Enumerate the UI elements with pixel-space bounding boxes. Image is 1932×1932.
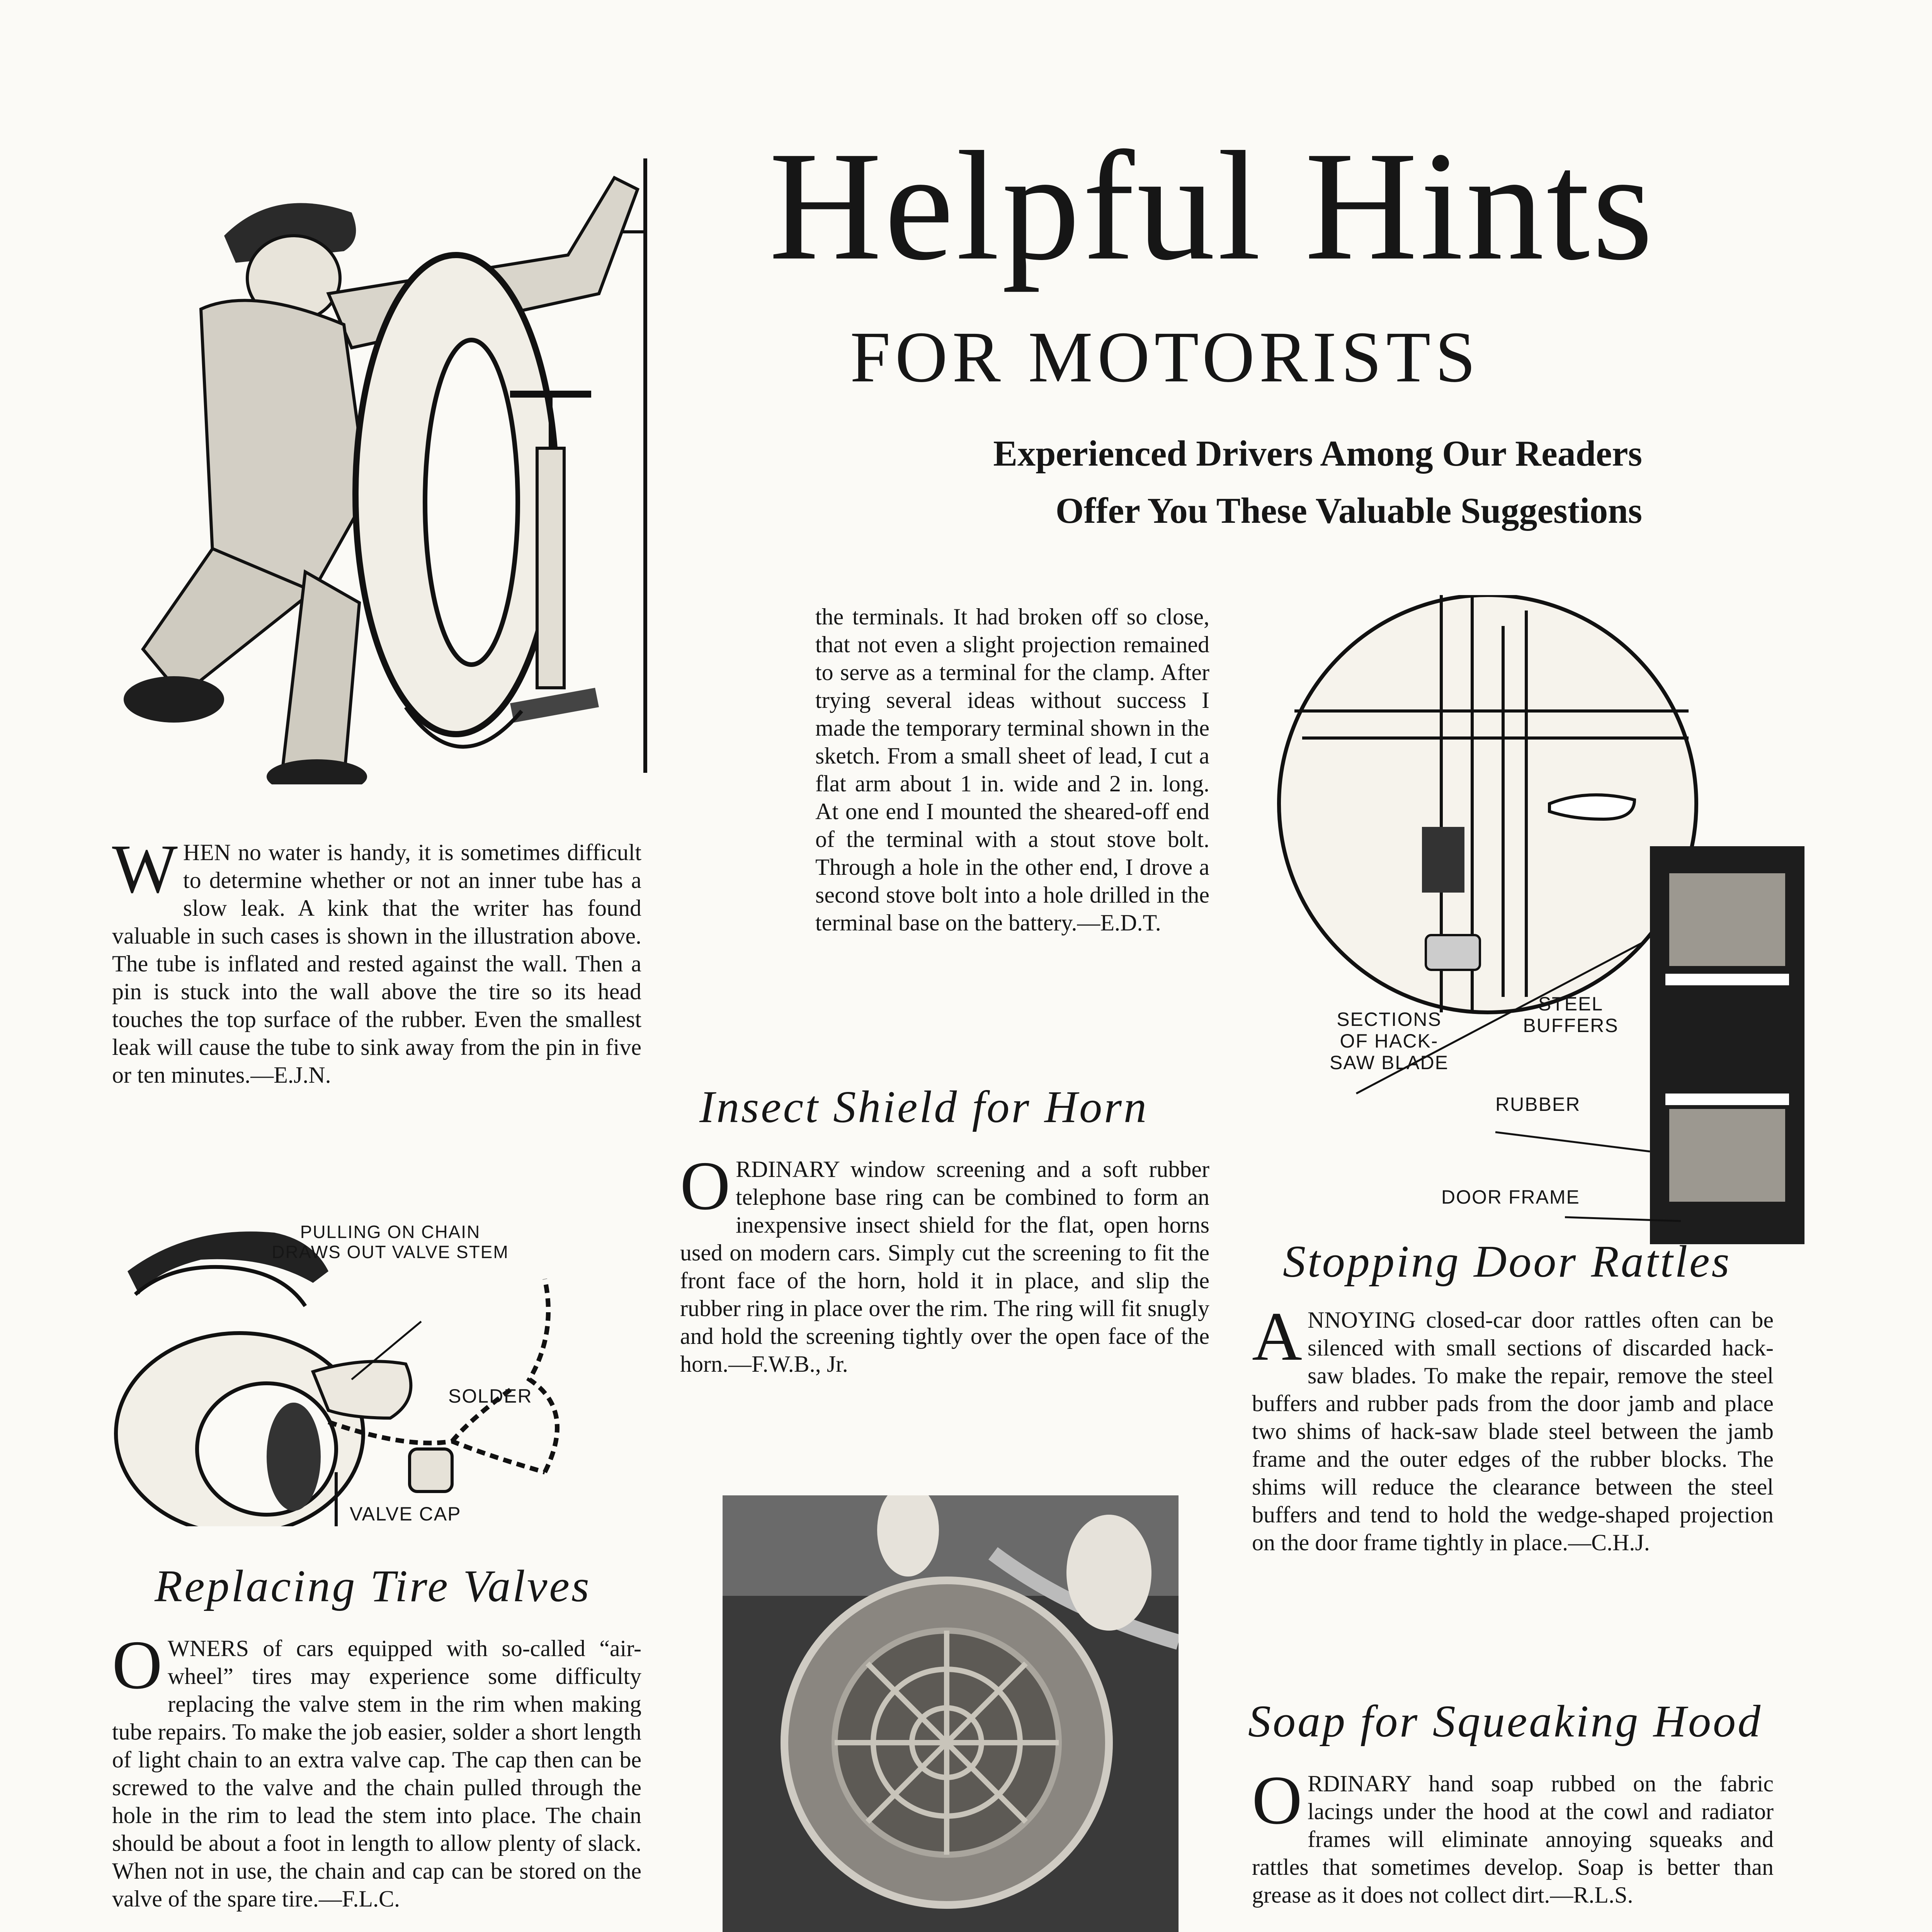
page-title: Helpful Hints <box>769 119 1656 293</box>
tire-valves-heading: Replacing Tire Valves <box>155 1561 591 1611</box>
soap-text: hand soap rubbed on the fabric lacings under the hood at the cowl and radiator frames will eliminate annoying squeaks and rattles that sometimes develop. Soap is better than grease as it does not collect dirt.—R.L.S. <box>1252 1771 1774 1908</box>
door-article <box>1252 1298 1774 1556</box>
insect-heading: Insect Shield for Horn <box>699 1082 1149 1132</box>
drop-cap: W <box>112 830 178 907</box>
lead-in: WNERS <box>168 1636 249 1661</box>
insect-text: window screening and a soft rubber telephone base ring can be combined to form an inexpensive insect shield for the flat, open horns used on modern cars. Simply cut the screening to fit the front face of the horn, hold it in place, and slip the rubber ring in place over the rim. The ring will fit snugly and hold the screening tightly over the open face of the horn.—F.W.B., Jr. <box>680 1156 1209 1377</box>
slow-leak-text: no water is handy, it is sometimes difficult to determine whether or not an inner tube has a slow leak. A kink that the writer has found valuable in such cases is shown in the illustration above. The tube is inflated and rested against the wall. Then a pin is stuck into the wall above the tire so its head touches the top surface of the rubber. Even the smallest leak will cause the tube to sink away from the pin in five or ten minutes.—E.J.N. <box>112 840 641 1088</box>
battery-article-continued <box>815 603 1209 937</box>
dek-line-2: Offer You These Valuable Suggestions <box>1055 491 1642 531</box>
door-heading: Stopping Door Rattles <box>1283 1236 1731 1287</box>
label-steel-buffers: STEEL BUFFERS <box>1523 993 1619 1036</box>
lead-in: HEN <box>183 840 231 865</box>
tire-valves-text: of cars equipped with so-called “air-wheel” tires may experience some difficulty replacing the valve stem in the rim when making tube repairs. To make the job easier, solder a short length of light chain to an extra valve cap. The cap then can be screwed to the valve and the chain pulled through the hole in the rim to lead the stem into place. The chain should be about a foot in length to allow plenty of slack. When not in use, the chain and cap can be stored on the valve of the spare tire.—F.L.C. <box>112 1636 641 1912</box>
tire-leak-illustration <box>112 147 800 784</box>
door-rattle-illustration <box>1256 595 1804 1244</box>
dek-line-1: Experienced Drivers Among Our Readers <box>993 434 1642 474</box>
soap-heading: Soap for Squeaking Hood <box>1248 1696 1762 1747</box>
lead-in: RDINARY <box>736 1156 839 1182</box>
lead-in: NNOYING <box>1308 1307 1416 1333</box>
page-subtitle: FOR MOTORISTS <box>850 316 1480 397</box>
page-dek <box>676 425 1642 539</box>
drop-cap: O <box>680 1147 730 1224</box>
valve-chain-illustration <box>112 1217 661 1526</box>
label-valve-cap: VALVE CAP <box>350 1503 461 1525</box>
door-text: closed-car door rattles often can be silenced with small sections of discarded hack-saw blades. To make the repair, remove the steel buffers and rubber pads from the door jamb and place two shims of hack-saw blade steel between the jamb frame and the outer edges of the rubber blocks. The shims will reduce the clearance between the steel buffers and tend to hold the wedge-shaped projection on the door frame tightly in place.—C.H.J. <box>1252 1307 1774 1555</box>
label-door-frame: DOOR FRAME <box>1441 1186 1580 1208</box>
soap-article <box>1252 1762 1774 1909</box>
drop-cap: O <box>112 1626 162 1703</box>
horn-shield-photo-art <box>723 1495 1179 1932</box>
lead-in: RDINARY <box>1308 1771 1411 1796</box>
label-pulling-chain: PULLING ON CHAIN DRAWS OUT VALVE STEM <box>272 1222 509 1262</box>
horn-shield-photo <box>723 1495 1179 1932</box>
label-rubber: RUBBER <box>1495 1094 1581 1115</box>
label-hacksaw-sections: SECTIONS OF HACK-SAW BLADE <box>1330 1009 1449 1073</box>
slow-leak-article <box>112 830 641 1089</box>
drop-cap: O <box>1252 1762 1302 1838</box>
label-solder: SOLDER <box>448 1385 532 1407</box>
drop-cap: A <box>1252 1298 1302 1375</box>
insect-article <box>680 1147 1209 1378</box>
tire-valves-article <box>112 1626 641 1913</box>
battery-text-continued: the terminals. It had broken off so close, that not even a slight projection remained to serve as a terminal for the clamp. After trying several ideas without success I made the temporary terminal shown in the sketch. From a small sheet of lead, I cut a flat arm about 1 in. wide and 2 in. long. At one end I mounted the sheared-off end of the terminal with a stout stove bolt. Through a hole in the other end, I drove a second stove bolt into a hole drilled in the terminal base on the battery.—E.D.T. <box>815 604 1209 935</box>
